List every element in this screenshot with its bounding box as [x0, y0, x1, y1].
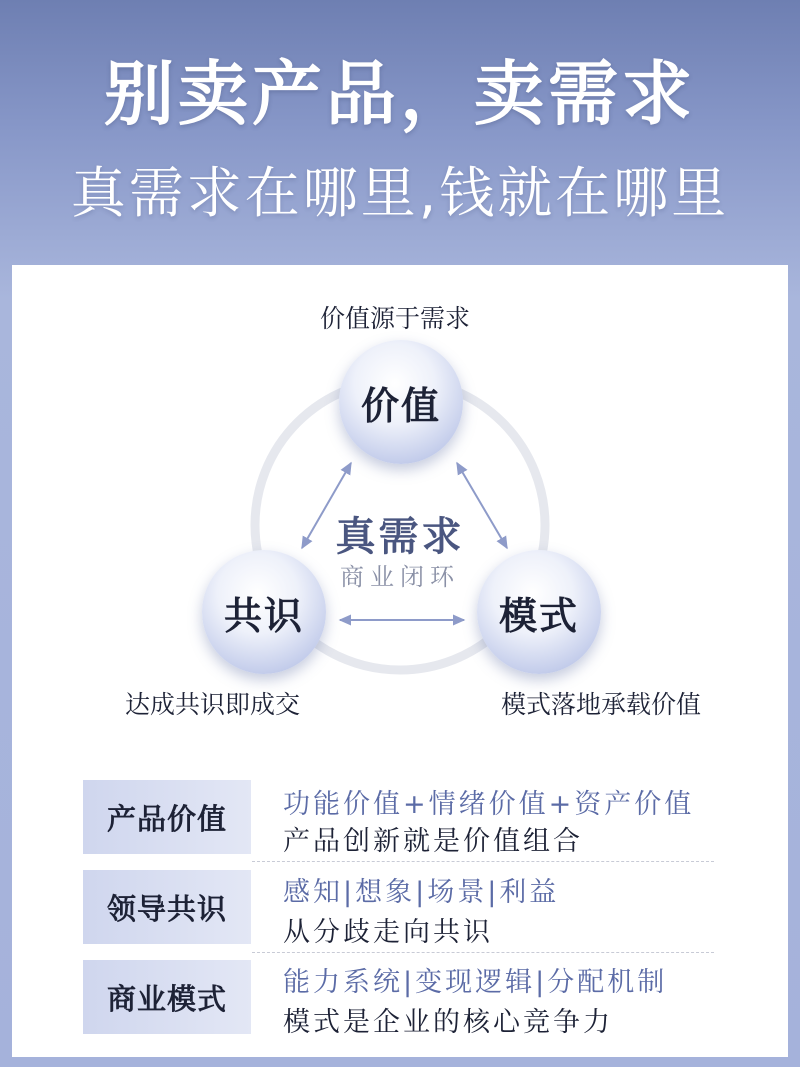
- row-secondary-business-model: 模式是企业的核心竞争力: [283, 1007, 613, 1038]
- center-subtitle: 商业闭环: [340, 563, 460, 591]
- consensus-caption: 达成共识即成交: [125, 690, 301, 719]
- value-caption: 价值源于需求: [320, 304, 471, 333]
- row-primary-business-model: 能力系统|变现逻辑|分配机制: [283, 967, 668, 998]
- model-caption: 模式落地承载价值: [501, 690, 702, 719]
- row-label-leadership-consensus: 领导共识: [83, 870, 251, 944]
- content-card: [12, 265, 788, 1057]
- center-title: 真需求: [335, 514, 465, 560]
- row-label-product-value: 产品价值: [83, 780, 251, 854]
- node-value: 价值: [339, 340, 463, 464]
- row-primary-leadership-consensus: 感知|想象|场景|利益: [283, 877, 560, 908]
- page-subtitle: 真需求在哪里,钱就在哪里: [70, 161, 730, 225]
- row-secondary-product-value: 产品创新就是价值组合: [283, 826, 583, 857]
- row-secondary-leadership-consensus: 从分歧走向共识: [283, 917, 493, 948]
- row-label-business-model: 商业模式: [83, 960, 251, 1034]
- node-consensus: 共识: [202, 550, 326, 674]
- cycle-diagram: [12, 265, 788, 745]
- row-divider: [252, 952, 714, 953]
- node-model: 模式: [477, 550, 601, 674]
- page-title: 别卖产品，卖需求: [104, 53, 696, 135]
- row-divider: [252, 861, 714, 862]
- row-primary-product-value: 功能价值+情绪价值+资产价值: [283, 789, 695, 820]
